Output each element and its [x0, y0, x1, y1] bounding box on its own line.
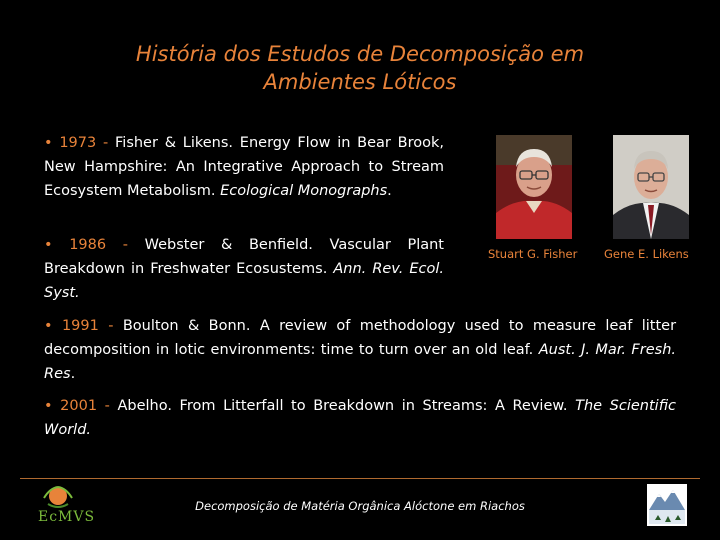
reference-dash: -	[104, 398, 110, 414]
reference-journal: Ecological Monographs	[220, 183, 388, 199]
slide-title-line2: Ambientes Lóticos	[263, 70, 457, 94]
reference-text: Webster & Benfield. Vascular Plant Breakdown in Freshwater Ecosustems.	[44, 237, 444, 277]
ecomvs-logo-text: EcMVS	[38, 509, 96, 525]
footer-text: Decomposição de Matéria Orgânica Alóctone em Riachos	[195, 499, 525, 513]
portrait-likens-image	[613, 135, 689, 239]
reference-journal: The Scientific World.	[44, 398, 677, 438]
reference-text: Fisher & Likens. Energy Flow in Bear Brook, New Hampshire: An Integrative Approach to Stream Ecosystem Metabolism.	[44, 135, 444, 199]
reference-year: 2001	[60, 398, 98, 414]
reference-item	[44, 314, 676, 386]
reference-end: .	[387, 183, 392, 199]
reference-year: 1991	[61, 318, 99, 334]
portrait-fisher	[496, 135, 572, 239]
reference-year: 1973	[59, 135, 97, 151]
bullet-icon: •	[44, 318, 53, 334]
reference-text: Boulton & Bonn. A review of methodology used to measure leaf litter decomposition in lotic environments: time to turn over an old leaf.	[44, 318, 677, 358]
reference-journal: Aust. J. Mar. Fresh. Res	[44, 342, 676, 382]
bullet-icon: •	[44, 398, 53, 414]
reference-item	[44, 394, 676, 442]
reference-dash: -	[108, 318, 114, 334]
reference-text: Abelho. From Litterfall to Breakdown in Streams: A Review.	[117, 398, 568, 414]
portrait-fisher-image	[496, 135, 572, 239]
reference-end: .	[70, 366, 76, 382]
caption-fisher: Stuart G. Fisher	[488, 247, 578, 261]
caption-likens: Gene E. Likens	[604, 247, 689, 261]
slide-title-line1: História dos Estudos de Decomposição em	[135, 42, 585, 66]
footer-divider	[20, 478, 700, 479]
reference-dash: -	[103, 135, 109, 151]
mountain-logo-icon	[647, 484, 687, 526]
bullet-icon: •	[44, 237, 53, 253]
reference-item	[44, 233, 444, 305]
reference-year: 1986	[69, 237, 107, 253]
reference-dash: -	[122, 237, 128, 253]
portrait-likens	[613, 135, 689, 239]
reference-item	[44, 131, 444, 203]
reference-journal: Ann. Rev. Ecol. Syst.	[44, 261, 444, 301]
bullet-icon: •	[44, 135, 53, 151]
slide-title	[60, 40, 660, 96]
